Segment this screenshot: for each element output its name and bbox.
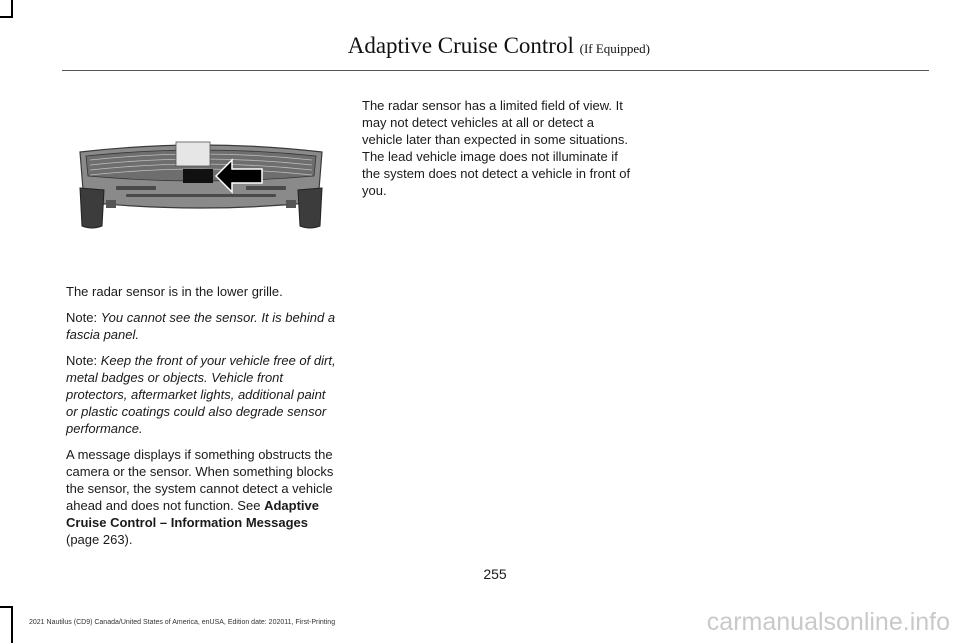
crop-mark-bottom-left-h — [0, 606, 13, 608]
crop-mark-top-left-h — [0, 16, 13, 18]
header-rule — [62, 70, 929, 71]
footer-edition-info: 2021 Nautilus (CD9) Canada/United States of America, enUSA, Edition date: 202011, First-Printing — [29, 619, 336, 626]
note-1 — [66, 309, 338, 343]
cross-reference-page: (page 263). — [66, 532, 133, 547]
note-label: Note: — [66, 310, 98, 325]
note-text: You cannot see the sensor. It is behind a fascia panel. — [66, 310, 336, 342]
page-header-title — [348, 33, 650, 59]
section-title: Adaptive Cruise Control — [347, 33, 574, 58]
cross-reference-link[interactable]: Adaptive Cruise Control – Information Messages — [66, 498, 319, 530]
right-column — [362, 97, 636, 199]
radar-sensor-figure — [66, 90, 336, 260]
note-2 — [66, 352, 338, 437]
section-subtitle: (If Equipped) — [579, 41, 650, 56]
message-text: A message displays if something obstructs the camera or the sensor. When something blocks the sensor, the system cannot detect a vehicle ahead and does not function. See — [66, 447, 334, 513]
message-paragraph — [66, 446, 338, 548]
page-number: 255 — [483, 566, 507, 582]
crop-mark-bottom-left-v — [11, 606, 13, 643]
field-of-view-paragraph: The radar sensor has a limited field of view. It may not detect vehicles at all or detect a vehicle later than expected in some situations. The lead vehicle image does not illuminate if the system does not detect a vehicle in front of you. — [362, 98, 631, 198]
radar-sensor-location-illustration — [66, 90, 336, 260]
crop-mark-top-left-v — [11, 0, 13, 17]
intro-paragraph: The radar sensor is in the lower grille. — [66, 284, 283, 299]
watermark: carmanualsonline.info — [706, 608, 950, 636]
note-text: Keep the front of your vehicle free of dirt, metal badges or objects. Vehicle front protectors, aftermarket lights, additional paint or plastic coatings could also degrade sensor performance. — [66, 353, 336, 436]
note-label: Note: — [66, 353, 98, 368]
left-column — [66, 283, 338, 557]
